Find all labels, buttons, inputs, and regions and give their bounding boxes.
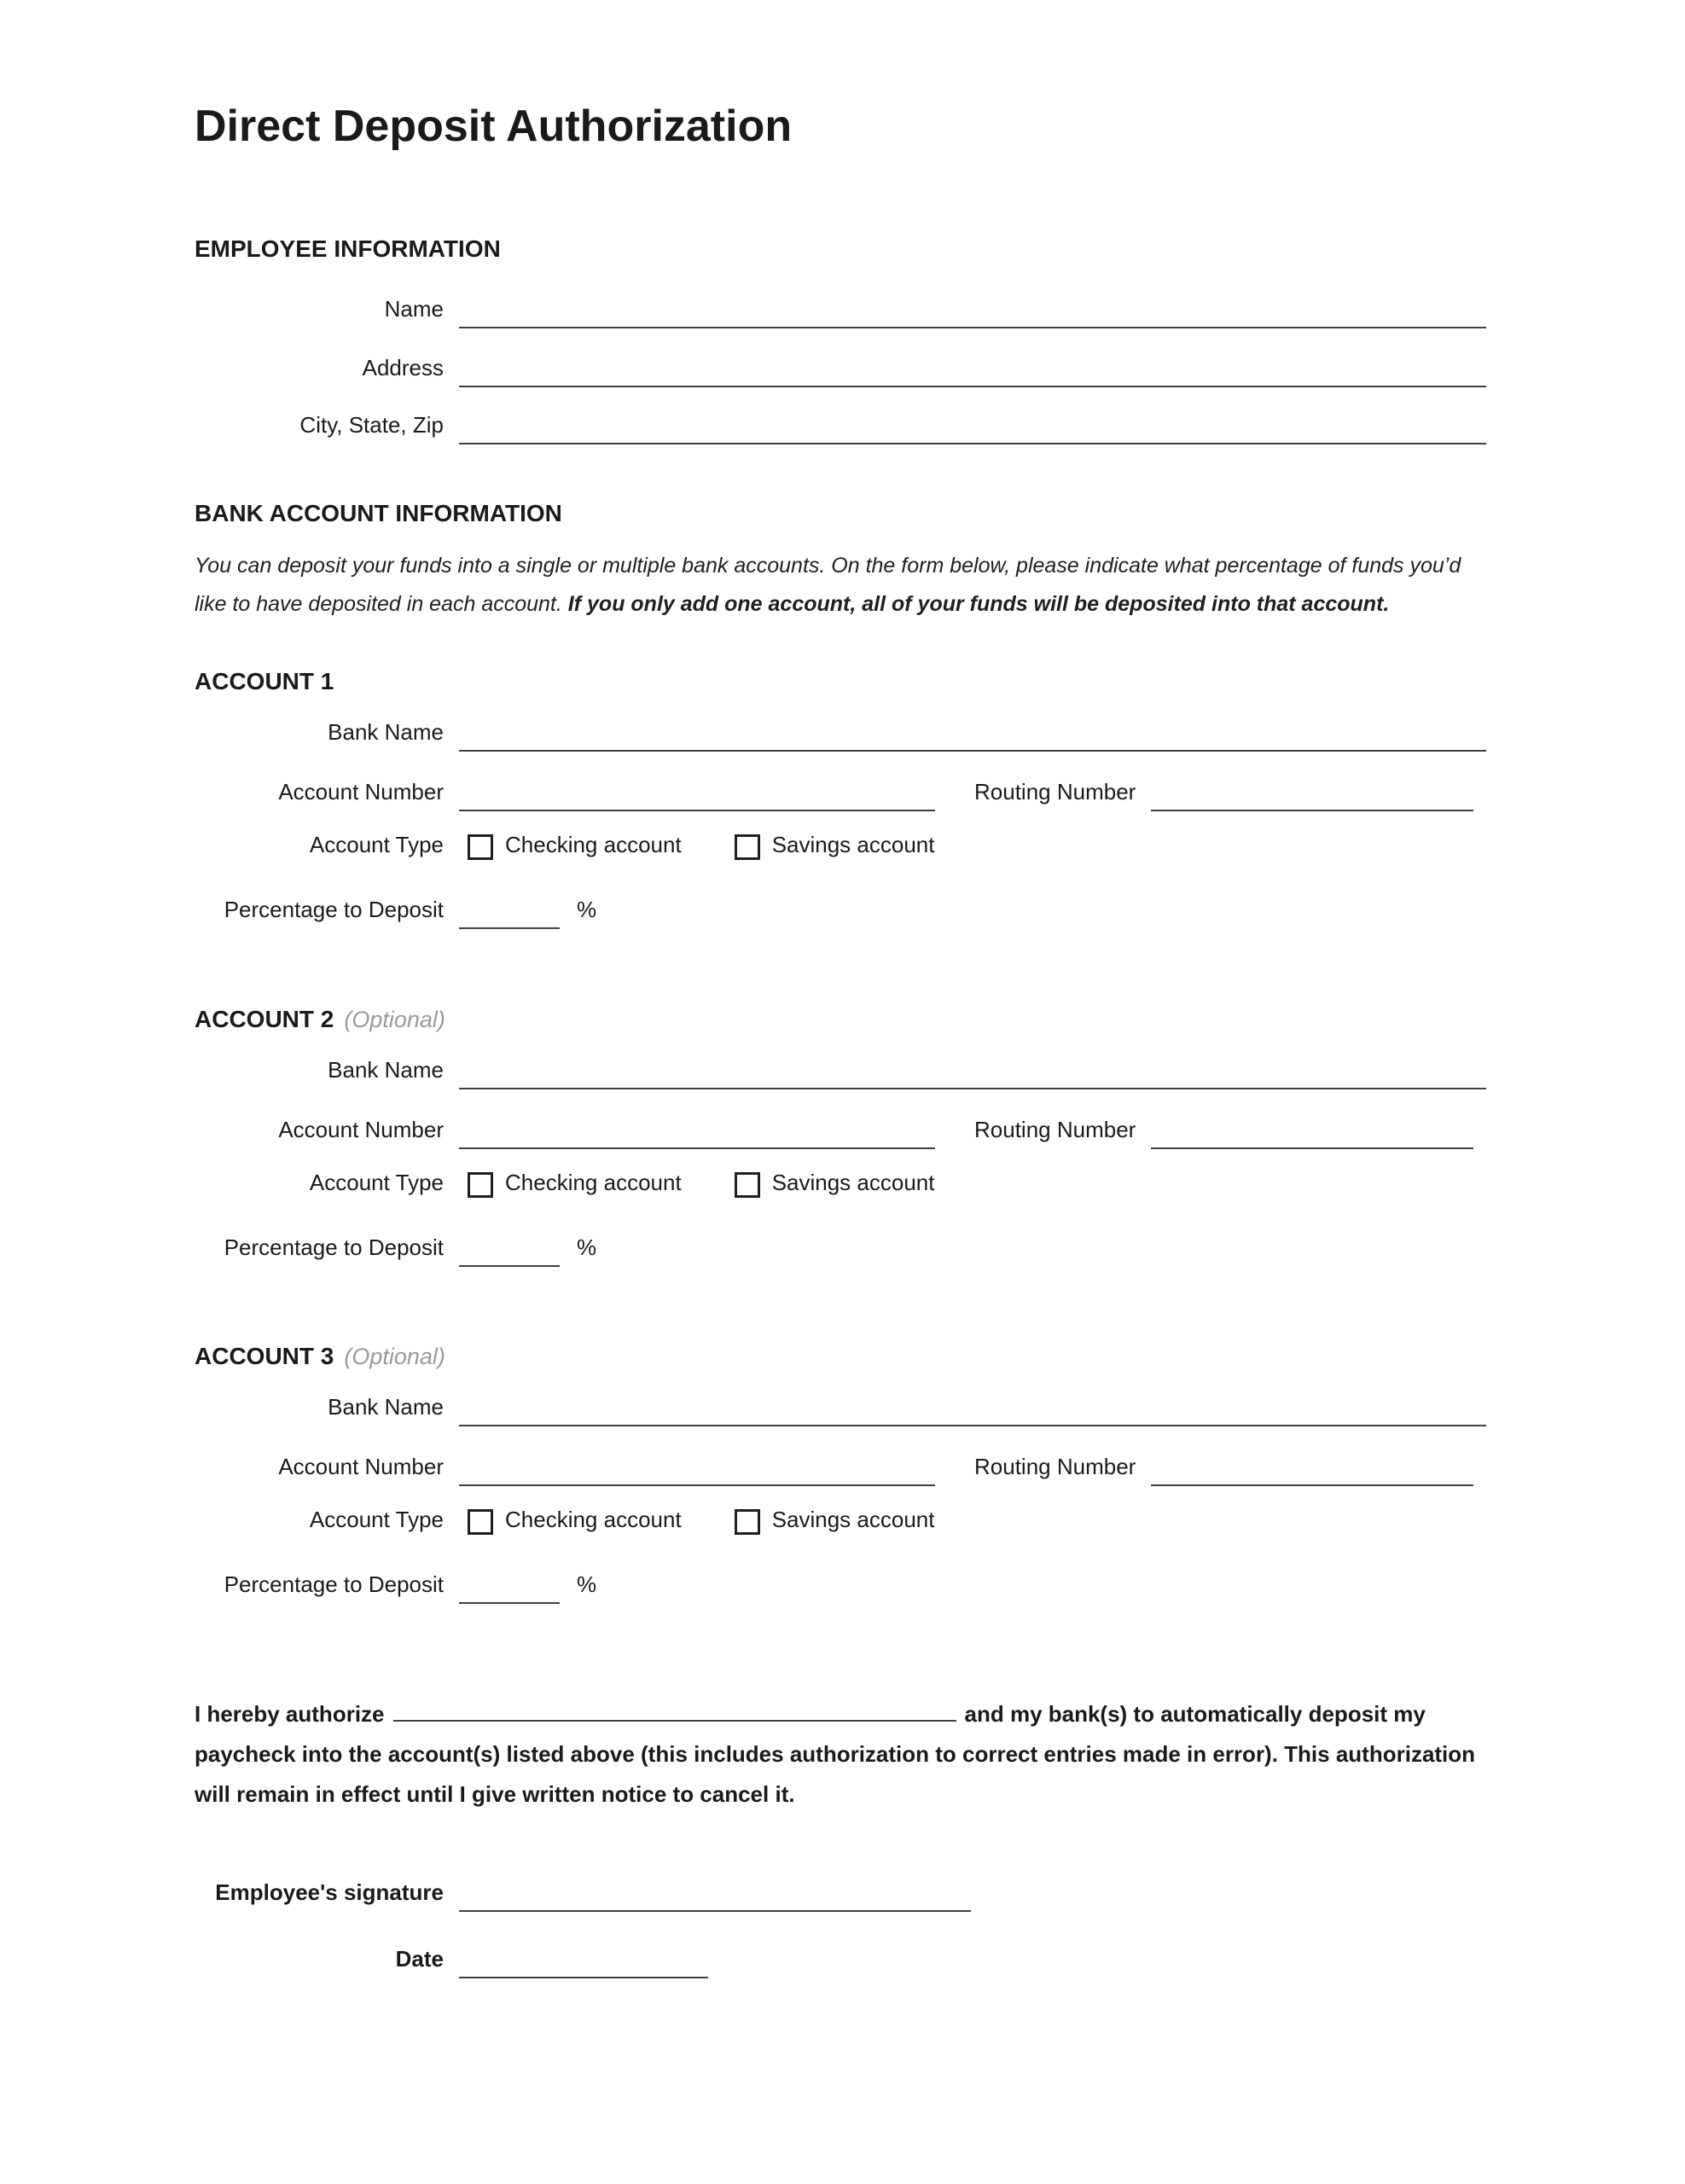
account-2-bank-name-row: [195, 1052, 1486, 1089]
account-3-heading: [195, 1343, 445, 1370]
account-2-heading: [195, 1006, 445, 1033]
account-3-percentage-row: [195, 1566, 596, 1604]
account-3-bank-name-line[interactable]: [459, 1389, 1486, 1426]
account-2-section: [195, 1006, 1491, 1287]
account-2-type-row: [195, 1170, 934, 1202]
authorization-suffix: and my bank(s) to automatically deposit my paycheck into the account(s) listed above (this includes authorization to correct entries made in error). This authorization will remain in effect until I give written notice to cancel it.: [195, 1701, 1476, 1807]
account-2-optional-note: (Optional): [344, 1007, 445, 1032]
percent-sign: %: [577, 897, 597, 922]
checking-account-label: Checking account: [505, 832, 682, 857]
routing-number-label: Routing Number: [974, 1454, 1136, 1479]
routing-number-label: Routing Number: [974, 779, 1136, 804]
routing-number-label: Routing Number: [974, 1117, 1136, 1142]
account-type-label: Account Type: [309, 1507, 444, 1532]
account-1-numbers-row: [195, 774, 1473, 811]
city-state-zip-field-row: [195, 407, 1486, 444]
account-3-optional-note: (Optional): [344, 1344, 445, 1369]
account-number-label: Account Number: [278, 779, 444, 804]
account-1-percentage-line[interactable]: [459, 892, 560, 929]
account-2-percentage-line[interactable]: [459, 1229, 560, 1267]
checking-account-label: Checking account: [505, 1507, 682, 1532]
authorized-party-input-line[interactable]: [393, 1699, 956, 1722]
name-input-line[interactable]: [459, 291, 1486, 328]
percentage-to-deposit-label: Percentage to Deposit: [224, 1234, 444, 1260]
account-3-section: [195, 1343, 1491, 1624]
account-type-label: Account Type: [309, 832, 444, 857]
percentage-to-deposit-label: Percentage to Deposit: [224, 897, 444, 922]
intro-regular-text: You can deposit your funds into a single or multiple bank accounts. On the form below, please indicate what percentage of funds you’d like to have deposited in each account.: [195, 554, 1461, 616]
account-1-title: ACCOUNT 1: [195, 668, 334, 694]
percent-sign: %: [577, 1571, 597, 1597]
employee-signature-label: Employee's signature: [215, 1879, 444, 1905]
account-1-account-number-line[interactable]: [459, 774, 935, 811]
intro-bold-text: If you only add one account, all of your funds will be deposited into that account.: [567, 592, 1390, 616]
account-1-bank-name-line[interactable]: [459, 714, 1486, 752]
city-state-zip-input-line[interactable]: [459, 407, 1486, 444]
account-2-routing-number-line[interactable]: [1151, 1112, 1473, 1149]
bank-name-label: Bank Name: [328, 719, 444, 745]
account-2-account-number-line[interactable]: [459, 1112, 935, 1149]
account-1-heading: [195, 668, 344, 695]
account-number-label: Account Number: [278, 1454, 444, 1479]
savings-account-label: Savings account: [771, 1170, 935, 1195]
account-3-percentage-line[interactable]: [459, 1566, 560, 1604]
account-type-label: Account Type: [309, 1170, 444, 1195]
employee-information-heading: EMPLOYEE INFORMATION: [195, 235, 501, 262]
address-field-row: [195, 350, 1486, 387]
date-label: Date: [395, 1946, 444, 1972]
bank-name-label: Bank Name: [328, 1057, 444, 1083]
employee-signature-row: [195, 1874, 971, 1912]
authorization-prefix: I hereby authorize: [195, 1701, 385, 1727]
city-state-zip-label: City, State, Zip: [299, 412, 444, 438]
account-number-label: Account Number: [278, 1117, 444, 1142]
account-1-percentage-row: [195, 892, 596, 929]
date-row: [195, 1941, 708, 1978]
percentage-to-deposit-label: Percentage to Deposit: [224, 1571, 444, 1597]
account-2-numbers-row: [195, 1112, 1473, 1149]
account-1-type-row: [195, 832, 934, 864]
bank-account-information-heading: BANK ACCOUNT INFORMATION: [195, 500, 562, 526]
account-1-bank-name-row: [195, 714, 1486, 752]
date-input-line[interactable]: [459, 1941, 708, 1978]
account-3-type-row: [195, 1507, 934, 1539]
address-input-line[interactable]: [459, 350, 1486, 387]
account-2-checking-checkbox[interactable]: [468, 1172, 493, 1198]
account-1-savings-checkbox[interactable]: [735, 834, 760, 860]
savings-account-label: Savings account: [771, 832, 935, 857]
name-label: Name: [384, 296, 444, 322]
bank-name-label: Bank Name: [328, 1394, 444, 1420]
page-title: Direct Deposit Authorization: [195, 102, 793, 151]
account-3-bank-name-row: [195, 1389, 1486, 1426]
name-field-row: [195, 291, 1486, 328]
address-label: Address: [362, 355, 444, 380]
bank-account-intro-text: [195, 547, 1491, 624]
account-3-numbers-row: [195, 1449, 1473, 1486]
account-1-routing-number-line[interactable]: [1151, 774, 1473, 811]
employee-signature-line[interactable]: [459, 1874, 971, 1912]
account-2-title: ACCOUNT 2: [195, 1006, 334, 1032]
savings-account-label: Savings account: [771, 1507, 935, 1532]
account-2-percentage-row: [195, 1229, 596, 1267]
checking-account-label: Checking account: [505, 1170, 682, 1195]
percent-sign: %: [577, 1234, 597, 1260]
account-1-checking-checkbox[interactable]: [468, 834, 493, 860]
account-2-bank-name-line[interactable]: [459, 1052, 1486, 1089]
account-3-title: ACCOUNT 3: [195, 1343, 334, 1369]
account-3-account-number-line[interactable]: [459, 1449, 935, 1486]
authorization-paragraph: [195, 1694, 1491, 1815]
account-3-checking-checkbox[interactable]: [468, 1509, 493, 1535]
account-1-section: [195, 668, 1491, 950]
account-3-savings-checkbox[interactable]: [735, 1509, 760, 1535]
account-3-routing-number-line[interactable]: [1151, 1449, 1473, 1486]
account-2-savings-checkbox[interactable]: [735, 1172, 760, 1198]
